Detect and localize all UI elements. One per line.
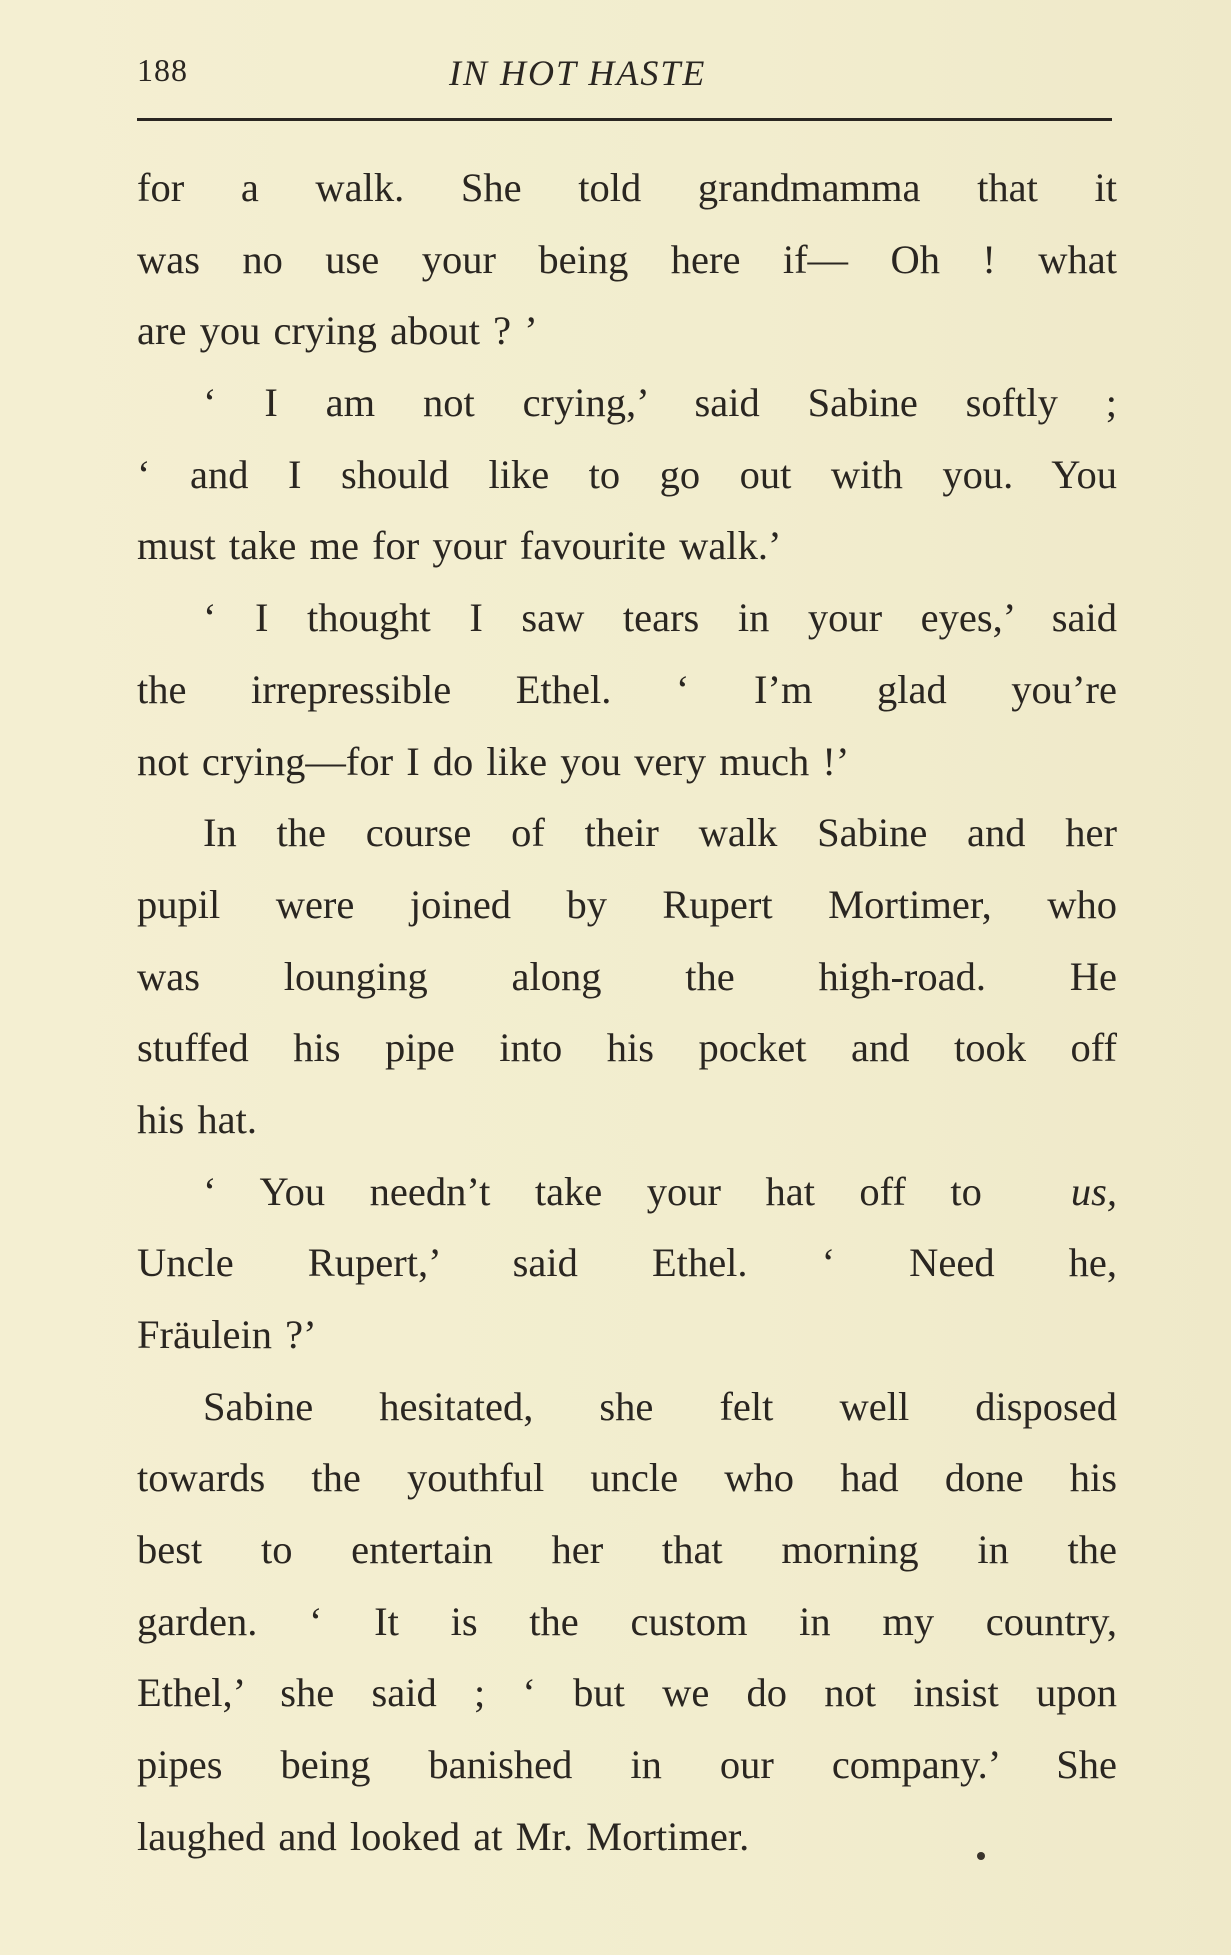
text-line: was lounging along the high-road. He bbox=[137, 953, 1117, 999]
text-line: In the course of their walk Sabine and her bbox=[203, 810, 1117, 856]
text-line: was no use your being here if— Oh ! what bbox=[137, 236, 1117, 282]
page-number: 188 bbox=[137, 52, 188, 88]
text-line: for a walk. She told grandmamma that it bbox=[137, 165, 1117, 210]
text-line: Ethel,’ she said ; ‘ but we do not insist upon bbox=[137, 1670, 1117, 1716]
text-line: stuffed his pipe into his pocket and took off bbox=[137, 1025, 1117, 1071]
text-line: must take me for your favourite walk.’ bbox=[137, 523, 782, 569]
text-line: garden. ‘ It is the custom in my country, bbox=[137, 1598, 1117, 1644]
text-line: the irrepressible Ethel. ‘ I’m glad you’re bbox=[137, 666, 1117, 712]
emphasized-word: us, bbox=[1070, 1168, 1118, 1214]
text-line: are you crying about ? ’ bbox=[137, 308, 538, 354]
running-head: IN HOT HASTE bbox=[449, 53, 707, 93]
page-header bbox=[137, 52, 1112, 102]
text-line: his hat. bbox=[137, 1096, 257, 1142]
text-line: pipes being banished in our company.’ She bbox=[137, 1742, 1117, 1788]
text-line: pupil were joined by Rupert Mortimer, who bbox=[137, 881, 1117, 927]
text-line: ‘ and I should like to go out with you. You bbox=[137, 451, 1117, 497]
text-line: laughed and looked at Mr. Mortimer. bbox=[137, 1813, 750, 1859]
text-line bbox=[137, 1156, 1117, 1228]
text-line-segment: ‘ You needn’t take your hat off to bbox=[203, 1168, 982, 1214]
text-line: Sabine hesitated, she felt well disposed bbox=[203, 1383, 1117, 1429]
ink-dot bbox=[977, 1852, 985, 1860]
text-line: ‘ I thought I saw tears in your eyes,’ said bbox=[203, 595, 1117, 641]
page-body bbox=[137, 152, 1117, 1873]
text-line: ‘ I am not crying,’ said Sabine softly ; bbox=[203, 380, 1117, 426]
text-line: Uncle Rupert,’ said Ethel. ‘ Need he, bbox=[137, 1240, 1117, 1286]
header-rule bbox=[137, 118, 1112, 121]
text-line: towards the youthful uncle who had done his bbox=[137, 1455, 1117, 1501]
text-line: not crying—for I do like you very much !’ bbox=[137, 738, 850, 784]
text-line: best to entertain her that morning in the bbox=[137, 1527, 1117, 1573]
text-line: Fräulein ?’ bbox=[137, 1312, 317, 1357]
